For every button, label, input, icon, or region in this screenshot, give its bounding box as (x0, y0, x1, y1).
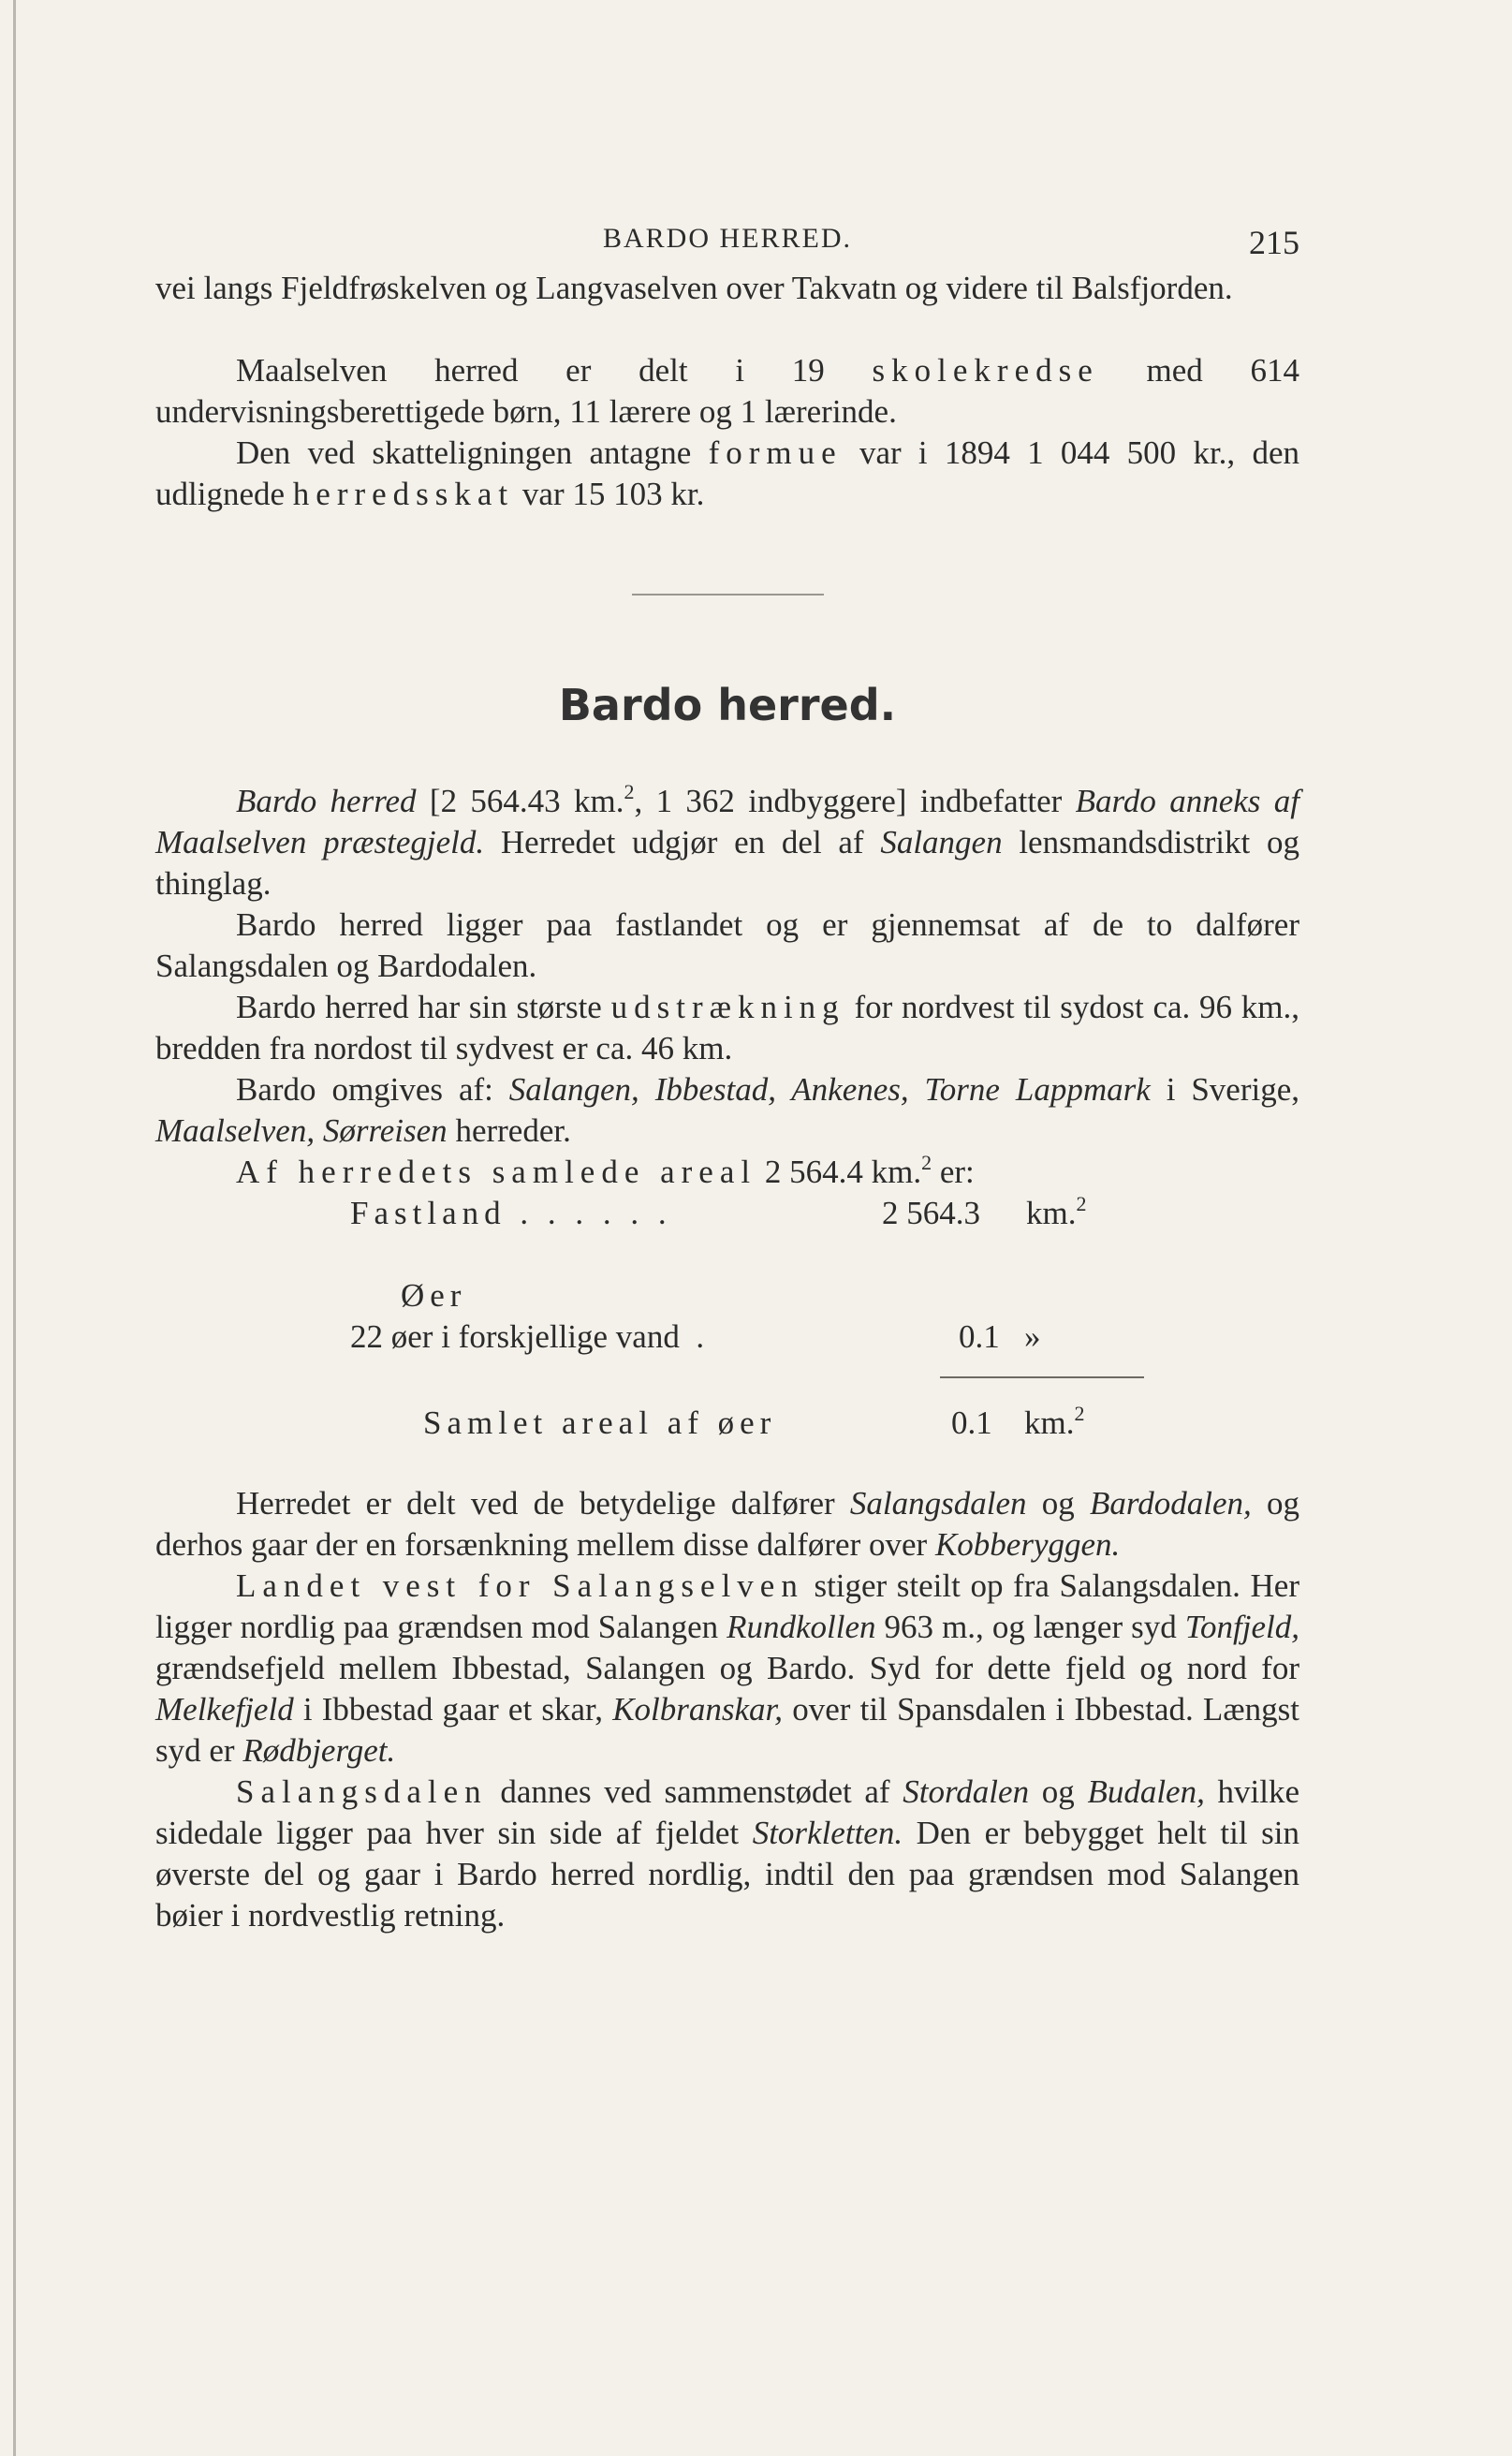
top-paragraph: vei langs Fjeldfrøskelven og Langvaselven over Takvatn og videre til Balsfjorden. (155, 270, 1233, 306)
intro-paragraph: Bardo herred [2 564.43 km.$^2$, 1 362 indbyggere] indbefatter Bardo anneks af Maalselven præstegjeld. Herredet udgjør en del af Salangen lensmandsdistrikt og thinglag. (155, 780, 1299, 902)
udstraekning-paragraph: Bardo herred har sin største udstrækning for nordvest til sydost ca. 96 km., bredden fra nordost til sydvest er ca. 46 km. (155, 989, 1299, 1066)
spacer (155, 309, 1299, 350)
fastland-unit: km.$^2$ (1026, 1192, 1087, 1231)
omgives-paragraph: Bardo omgives af: Salangen, Ibbestad, Ankenes, Torne Lappmark i Sverige, Maalselven, Sørreisen herreder. (155, 1071, 1299, 1149)
oer-heading: Øer (401, 1277, 467, 1314)
samlet-row (155, 1403, 1299, 1444)
page-number: 215 (1249, 224, 1299, 261)
section-title: Bardo herred. (558, 680, 897, 730)
oer-label: 22 øer i forskjellige vand . (350, 1318, 705, 1355)
samlet-unit: km.$^2$ (1024, 1402, 1085, 1441)
maalselven-tax-paragraph: Den ved skatteligningen antagne formue var i 1894 1 044 500 kr., den udlignede herredsskat var 15 103 kr. (155, 434, 1299, 512)
oer-heading-row (155, 1275, 1299, 1316)
spacer (155, 1234, 1299, 1275)
page-edge-shadow (13, 0, 16, 2456)
page-content (155, 223, 1299, 1936)
samlet-label: Samlet areal af øer (423, 1404, 777, 1441)
herredet-paragraph: Herredet er delt ved de betydelige dalfører Salangsdalen og Bardodalen, og derhos gaar der en forsænkning mellem disse dalfører over Kobberyggen. (155, 1485, 1299, 1563)
maalselven-schools-paragraph: Maalselven herred er delt i 19 skolekredse med 614 undervisningsberettigede børn, 11 lærere og 1 lærerinde. (155, 352, 1299, 430)
oer-row (155, 1316, 1299, 1358)
area-table (155, 1152, 1299, 1444)
samlet-value: 0.1 (951, 1404, 992, 1441)
sum-rule (940, 1376, 1144, 1378)
dalforer-paragraph: Bardo herred ligger paa fastlandet og er gjennemsat af de to dalfører Salangsdalen og Bardodalen. (155, 906, 1299, 984)
section-divider (632, 594, 824, 596)
landet-paragraph: Landet vest for Salangselven stiger steilt op fra Salangsdalen. Her ligger nordlig paa grændsen mod Salangen Rundkollen 963 m., og længer syd Tonfjeld, grændsefjeld mellem Ibbestad, Salangen og Bardo. Syd for dette fjeld og nord for Melkefjeld i Ibbestad gaar et skar, Kolbranskar, over til Spansdalen i Ibbestad. Længst syd er Rødbjerget. (155, 1567, 1299, 1769)
oer-unit: » (1024, 1318, 1041, 1355)
fastland-value: 2 564.3 (882, 1195, 980, 1231)
oer-value: 0.1 (959, 1318, 1000, 1355)
spacer (155, 1444, 1299, 1483)
fastland-label: Fastland . . . . . . (350, 1195, 672, 1231)
area-heading: Af herredets samlede areal 2 564.4 km.$^2$ er: (236, 1151, 975, 1190)
fastland-row (155, 1193, 1299, 1234)
page-header (155, 223, 1299, 268)
salangsdalen-paragraph: Salangsdalen dannes ved sammenstødet af Stordalen og Budalen, hvilke sidedale ligger paa hver sin side af fjeldet Storkletten. Den er bebygget helt til sin øverste del og gaar i Bardo herred nordlig, indtil den paa grændsen mod Salangen bøier i nordvestlig retning. (155, 1773, 1300, 1934)
running-title: BARDO HERRED. (602, 223, 852, 254)
